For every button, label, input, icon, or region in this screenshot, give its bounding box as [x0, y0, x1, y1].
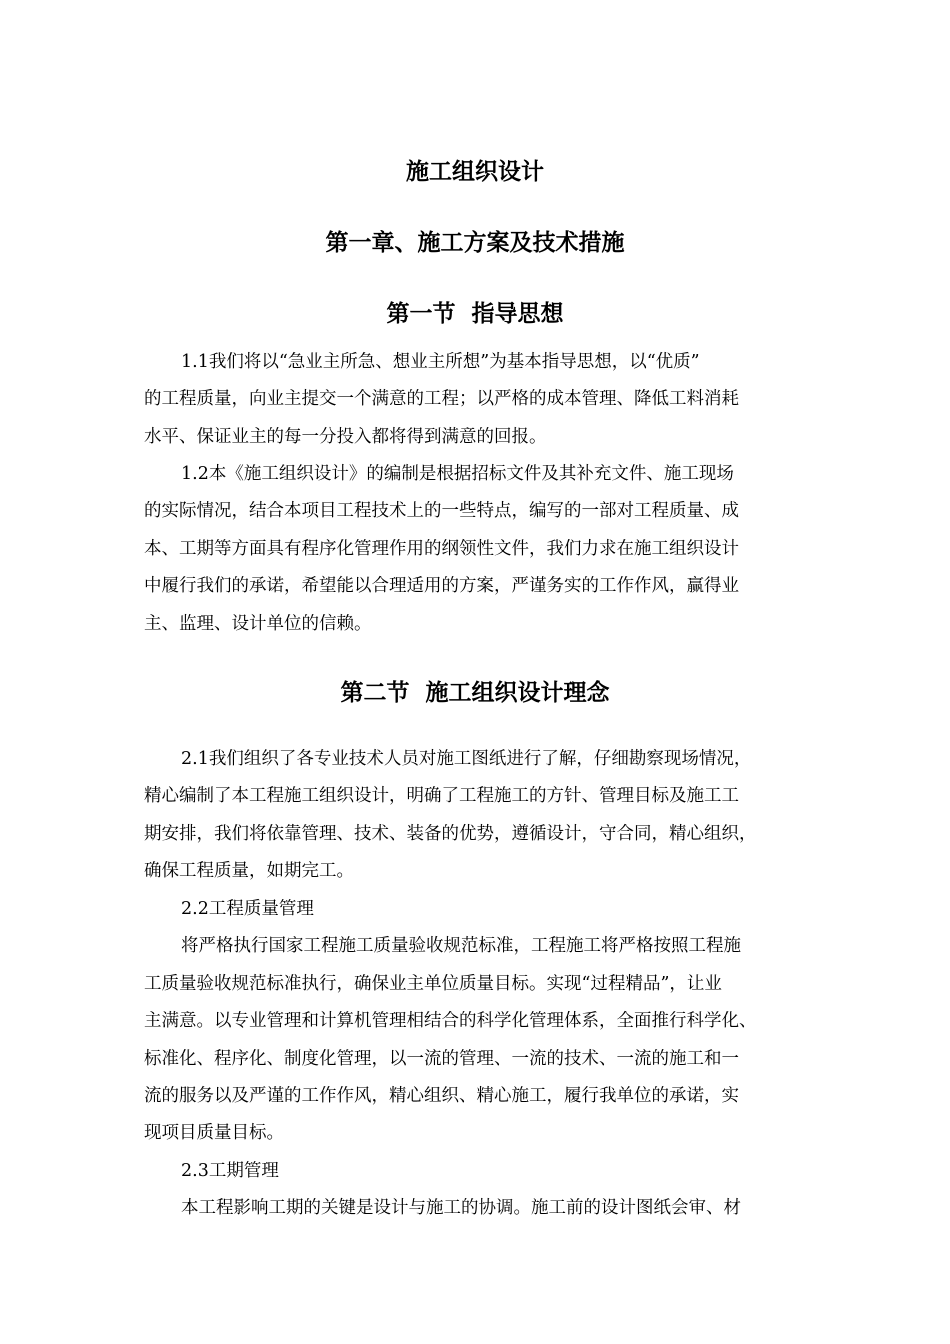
text-line: 将严格执行国家工程施工质量验收规范标准，工程施工将严格按照工程施 [181, 936, 741, 957]
text-line: 工质量验收规范标准执行，确保业主单位质量目标。实现“过程精品”，让业 [144, 973, 722, 994]
text-line: 主、监理、设计单位的信赖。 [144, 613, 372, 634]
text-line: 确保工程质量，如期完工。 [144, 861, 354, 882]
text-line: 标准化、程序化、制度化管理，以一流的管理、一流的技术、一流的施工和一 [144, 1048, 739, 1069]
paragraph-2-2 [144, 891, 824, 1228]
section-heading-guiding-thought: 第一节 指导思想 [386, 301, 564, 327]
text-line: 精心编制了本工程施工组织设计，明确了工程施工的方针、管理目标及施工工 [144, 786, 739, 807]
text-line: 的工程质量，向业主提交一个满意的工程；以严格的成本管理、降低工料消耗 [144, 389, 739, 410]
text-line: 流的服务以及严谨的工作作风，精心组织、精心施工，履行我单位的承诺，实 [144, 1086, 739, 1107]
subheading-quality-management: 2.2工程质量管理 [181, 899, 314, 919]
text-line: 主满意。以专业管理和计算机管理相结合的科学化管理体系，全面推行科学化、 [144, 1011, 757, 1032]
text-line: 的实际情况，结合本项目工程技术上的一些特点，编写的一部对工程质量、成 [144, 501, 739, 522]
section-heading-design-concept: 第二节 施工组织设计理念 [340, 680, 610, 706]
paragraph-1-1 [144, 344, 824, 456]
paragraph-1-2 [144, 456, 824, 643]
text-line: 现项目质量目标。 [144, 1123, 284, 1144]
paragraph-2-1 [144, 741, 824, 891]
text-line: 1.1我们将以“急业主所急、想业主所想”为基本指导思想，以“优质” [181, 352, 700, 372]
text-line: 水平、保证业主的每一分投入都将得到满意的回报。 [144, 426, 547, 447]
text-line: 本工程影响工期的关键是设计与施工的协调。施工前的设计图纸会审、材 [181, 1198, 741, 1219]
subheading-schedule-management: 2.3工期管理 [181, 1160, 279, 1181]
text-line: 本、工期等方面具有程序化管理作用的纲领性文件，我们力求在施工组织设计 [144, 538, 739, 559]
text-line: 1.2本《施工组织设计》的编制是根据招标文件及其补充文件、施工现场 [181, 464, 734, 484]
text-line: 中履行我们的承诺，希望能以合理适用的方案，严谨务实的工作作风，赢得业 [144, 576, 739, 597]
text-line: 2.1我们组织了各专业技术人员对施工图纸进行了解，仔细勘察现场情况， [181, 749, 752, 769]
document-title: 施工组织设计 [406, 159, 544, 185]
chapter-heading: 第一章、施工方案及技术措施 [325, 230, 625, 256]
text-line: 期安排，我们将依靠管理、技术、装备的优势，遵循设计，守合同，精心组织， [144, 823, 757, 844]
